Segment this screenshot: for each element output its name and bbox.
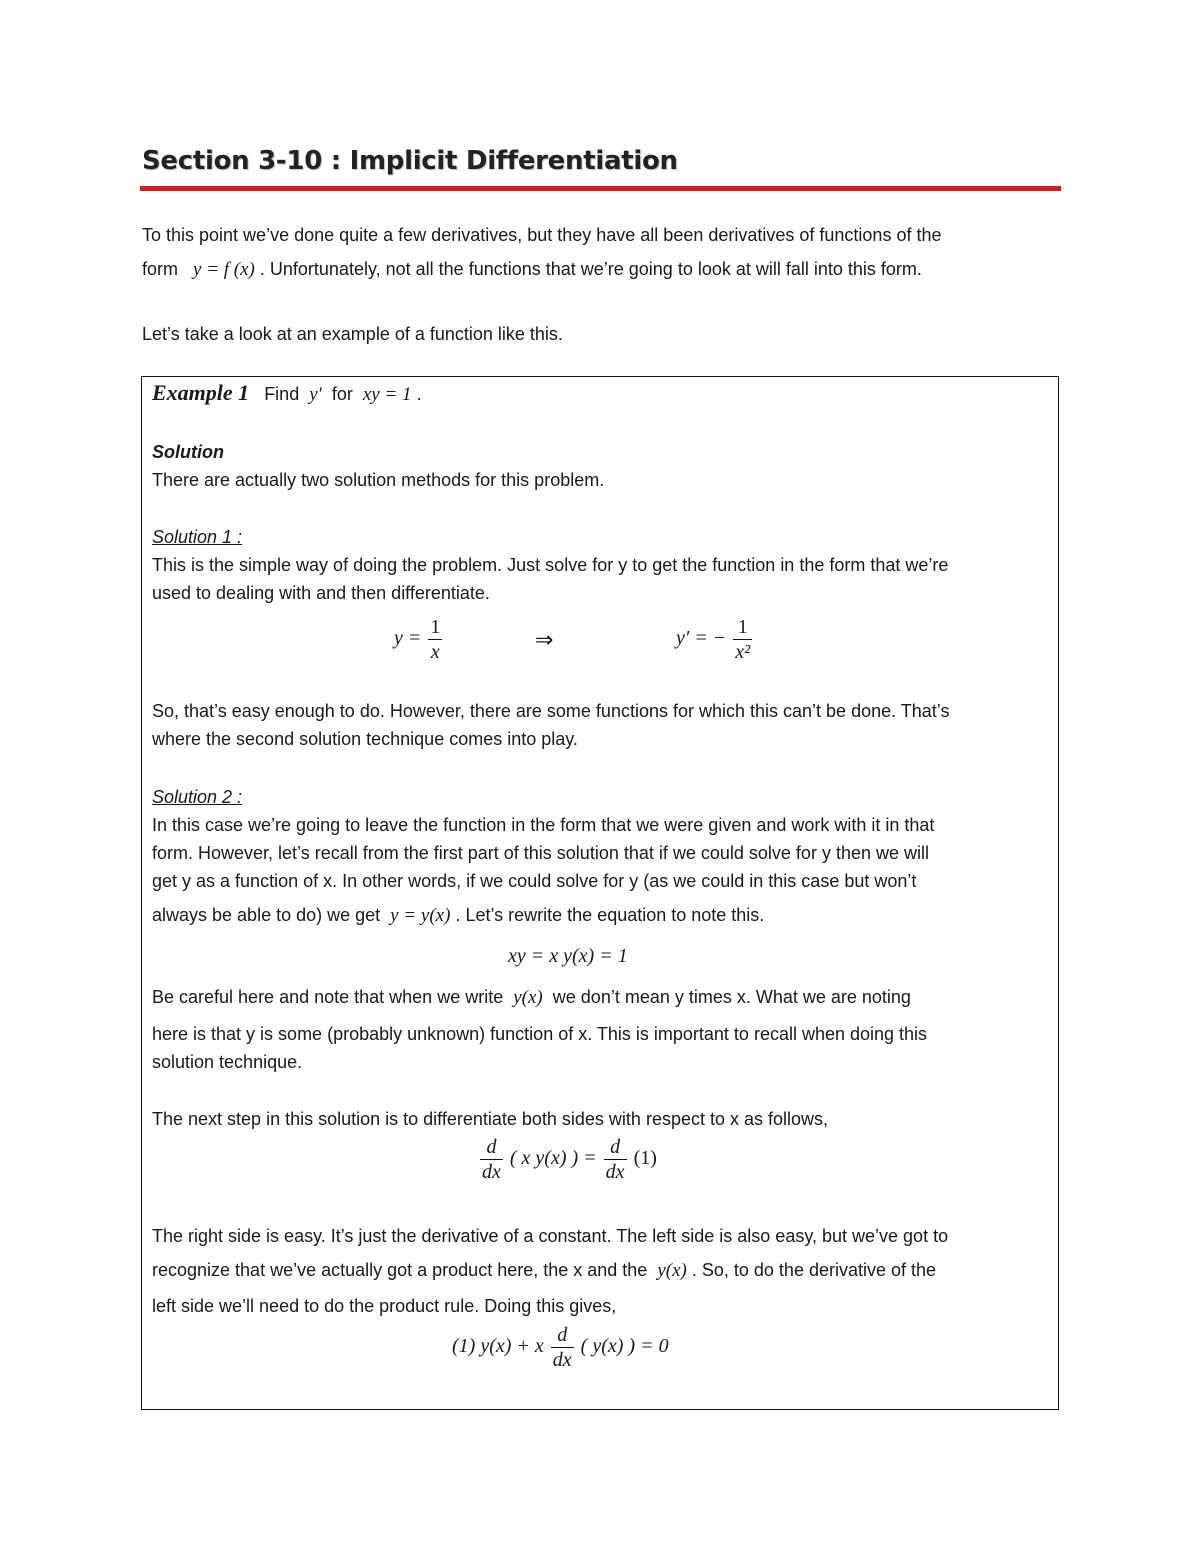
fraction-one-over-x (428, 615, 442, 664)
solution-1-line-1: This is the simple way of doing the problem. Just solve for y to get the function in the form that we’re (152, 555, 949, 575)
solution-2-next-step: The next step in this solution is to differentiate both sides with respect to x as follows, (152, 1109, 829, 1129)
intro-line-3: Let’s take a look at an example of a function like this. (142, 324, 563, 344)
right-2-equation: y(x) (657, 1260, 687, 1281)
right-2-rest: . So, to do the derivative of the (691, 1260, 937, 1280)
example-header (152, 379, 422, 409)
d-dx-fraction-product (551, 1323, 574, 1372)
example-box (141, 376, 1059, 1410)
solution-1-after-1: So, that’s easy enough to do. However, there are some functions for which this can’t be done. That’s (152, 701, 950, 721)
solution-1-after-2: where the second solution technique comes into play. (152, 729, 578, 749)
eq-yprime-equals: y′ = − (676, 627, 727, 650)
example-label: Example 1 (152, 380, 250, 405)
dx-denominator: dx (482, 1161, 501, 1183)
solution-1-line-2: used to dealing with and then differentiate. (152, 583, 490, 603)
eq-y-equals: y = (394, 627, 422, 650)
solution-2-heading: Solution 2 : (152, 787, 243, 807)
solution-2-line-2: form. However, let’s recall from the first part of this solution that if we could solve for y then we will (152, 843, 929, 863)
dx-denominator: dx (605, 1161, 625, 1183)
line-4-equation: y = y(x) (390, 905, 451, 926)
fraction-denominator: x² (735, 641, 751, 663)
d-dx-fraction-right (604, 1135, 627, 1184)
intro-line-2-rest: . Unfortunately, not all the functions that we’re going to look at will fall into this form. (259, 259, 922, 279)
d-numerator: d (557, 1324, 568, 1346)
dx-denominator: dx (552, 1349, 572, 1371)
solution-2-equation-1: xy = x y(x) = 1 (508, 945, 628, 967)
solution-2-equation-2 (478, 1135, 657, 1184)
line-4-text: always be able to do) we get (152, 905, 381, 925)
intro-line-1: To this point we’ve done quite a few derivatives, but they have all been derivatives of functions of the (142, 225, 942, 245)
solution-2-careful-1 (152, 983, 911, 1012)
intro-line-2 (142, 253, 922, 286)
solution-2-right-2 (152, 1256, 936, 1285)
intro-form-equation: y = f (x) (193, 259, 255, 280)
d-numerator: d (486, 1136, 497, 1158)
example-for: for (331, 384, 353, 404)
eq3-left: (1) y(x) + x (452, 1335, 544, 1358)
page-title: Section 3-10 : Implicit Differentiation (142, 146, 678, 176)
solution-1-equation-right (676, 615, 754, 664)
right-2-text: recognize that we’ve actually got a product here, the x and the (152, 1260, 648, 1280)
line-4-rest: . Let’s rewrite the equation to note this. (455, 905, 765, 925)
d-numerator: d (610, 1136, 621, 1158)
intro-form-word: form (142, 259, 178, 279)
solution-2-right-3: left side we’ll need to do the product rule. Doing this gives, (152, 1296, 617, 1316)
solution-2-right-1: The right side is easy. It’s just the derivative of a constant. The left side is also easy, but we’ve got to (152, 1226, 949, 1246)
example-equation: xy = 1 (362, 384, 412, 405)
example-yprime: y′ (309, 384, 322, 405)
eq2-middle: ( x y(x) ) = (509, 1147, 597, 1170)
solution-1-equation-left (394, 615, 444, 664)
solution-1-heading: Solution 1 : (152, 527, 243, 547)
eq2-right: (1) (633, 1147, 657, 1170)
solution-2-careful-2: here is that y is some (probably unknown) function of x. This is important to recall when doing this (152, 1024, 928, 1044)
solution-2-careful-3: solution technique. (152, 1052, 303, 1072)
d-dx-fraction (480, 1135, 503, 1184)
fraction-denominator: x (428, 639, 442, 664)
fraction-one-over-x-squared (733, 615, 752, 664)
careful-text: Be careful here and note that when we write (152, 987, 504, 1007)
example-find: Find (264, 384, 300, 404)
solution-intro: There are actually two solution methods for this problem. (152, 470, 605, 490)
title-rule (140, 186, 1061, 191)
careful-rest: we don’t mean y times x. What we are noting (552, 987, 911, 1007)
implies-arrow: ⇒ (535, 627, 554, 652)
solution-heading: Solution (152, 442, 224, 462)
solution-2-line-1: In this case we’re going to leave the function in the form that we were given and work with it in that (152, 815, 935, 835)
careful-equation: y(x) (513, 987, 543, 1008)
fraction-numerator: 1 (430, 616, 441, 638)
solution-2-line-4 (152, 901, 764, 930)
eq3-right: ( y(x) ) = 0 (580, 1335, 669, 1358)
solution-2-equation-3 (452, 1323, 669, 1372)
solution-2-line-3: get y as a function of x. In other words, if we could solve for y (as we could in this case but won’t (152, 871, 917, 891)
example-period: . (416, 384, 422, 404)
fraction-numerator: 1 (737, 616, 748, 638)
